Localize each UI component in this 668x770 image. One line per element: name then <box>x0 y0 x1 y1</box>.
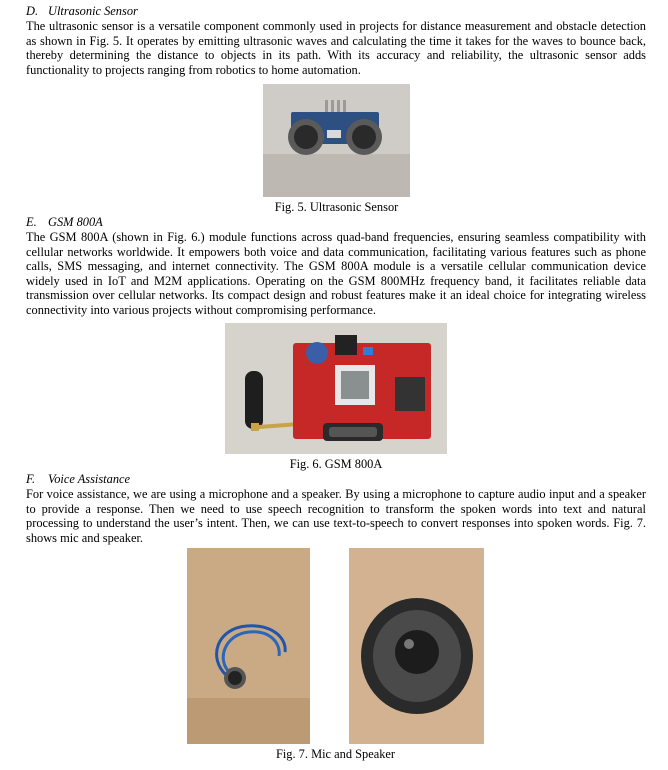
figure-caption-7: Fig. 7. Mic and Speaker <box>275 747 396 761</box>
section-title: GSM 800A <box>48 215 103 229</box>
microphone-photo <box>187 548 310 744</box>
section-title: Ultrasonic Sensor <box>48 4 138 18</box>
figure-caption-6: Fig. 6. GSM 800A <box>289 457 383 471</box>
ultrasonic-sensor-photo <box>263 84 410 197</box>
figure-caption-5: Fig. 5. Ultrasonic Sensor <box>274 200 399 214</box>
ultrasonic-paragraph: The ultrasonic sensor is a versatile component commonly used in projects for distance measurement and obstacle detection as shown in Fig. 5. It operates by emitting ultrasonic waves and calculating the time it takes for the waves to bounce back, thereby determining the distance to objects in its path. With its accuracy and reliability, the ultrasonic sensor adds functionality to projects ranging from robotics to home automation. <box>26 19 646 77</box>
section-heading-voice <box>26 472 130 487</box>
section-title: Voice Assistance <box>48 472 131 486</box>
gsm-module-photo <box>225 323 447 454</box>
section-number: E. <box>26 215 37 229</box>
gsm-paragraph: The GSM 800A (shown in Fig. 6.) module functions across quad-band frequencies, ensuring seamless compatibility with cellular networks worldwide. It empowers both voice and data communication, facilitating various features such as phone calls, SMS messaging, and internet connectivity. The GSM 800A module is a versatile cellular communication device widely used in IoT and M2M applications. Operating on the GSM 800MHz frequency band, it facilitates reliable data transmission over cellular networks. Its compact design and robust features make it an ideal choice for integrating wireless connectivity into various projects without compromising performance. <box>26 230 646 317</box>
section-heading-ultrasonic <box>26 4 138 19</box>
section-number: F. <box>26 472 36 486</box>
section-heading-gsm <box>26 215 103 230</box>
section-number: D. <box>26 4 39 18</box>
speaker-photo <box>349 548 484 744</box>
voice-paragraph: For voice assistance, we are using a microphone and a speaker. By using a microphone to capture audio input and a speaker to provide a response. Then we need to use speech recognition to transform the spoken words into text and natural processing to understand the user’s intent. Then, we can use text-to-speech to convert responses into spoken words. Fig. 7. shows mic and speaker. <box>26 487 646 545</box>
